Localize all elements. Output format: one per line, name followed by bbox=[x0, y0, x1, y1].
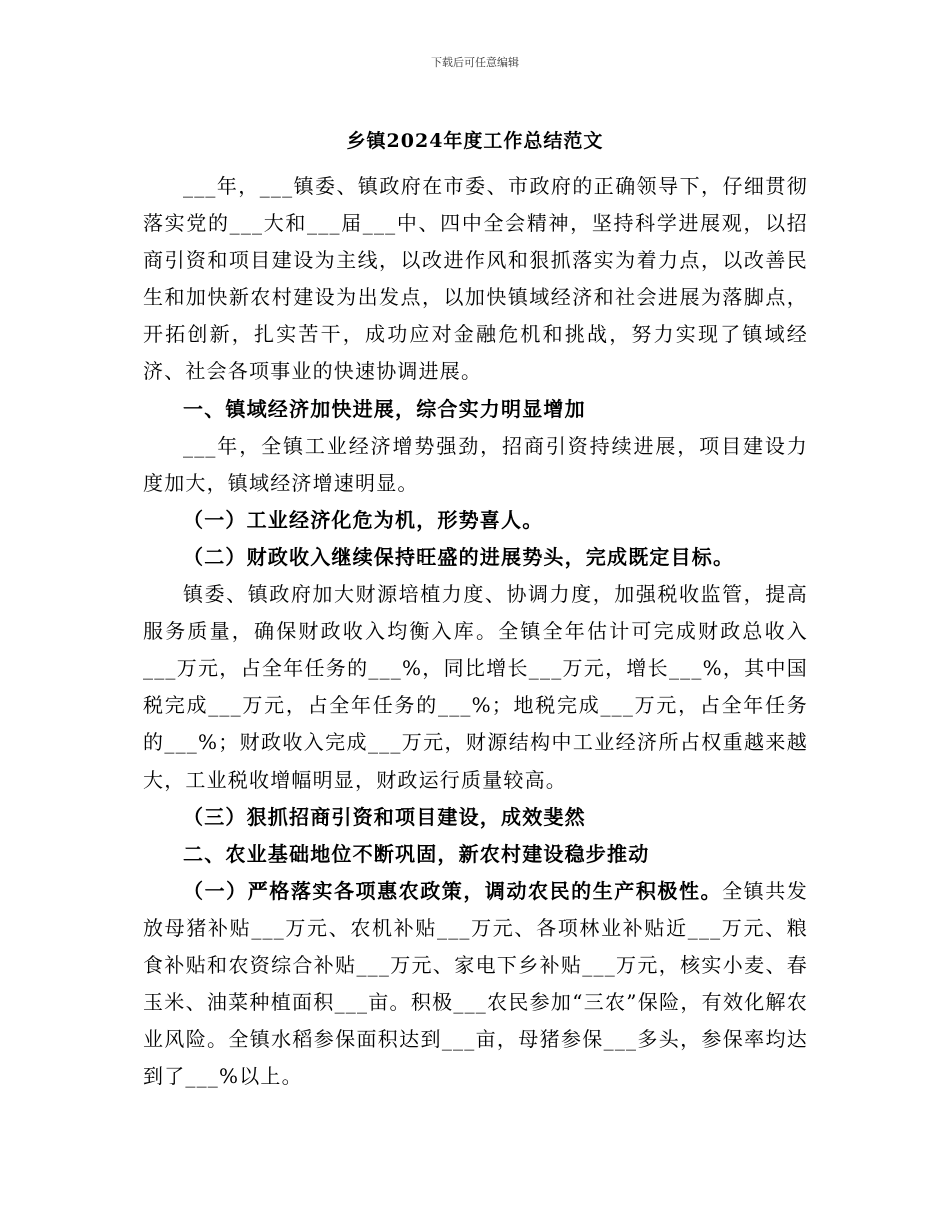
section-heading-2: 二、农业基础地位不断巩固，新农村建设稳步推动 bbox=[183, 841, 650, 866]
subsection-heading-1-3: （三）狠抓招商引资和项目建设，成效斐然 bbox=[183, 804, 586, 829]
document-title: 乡镇2024年度工作总结范文 bbox=[346, 130, 604, 152]
body-paragraph bbox=[143, 873, 808, 1096]
subsection-heading-1-1: （一）工业经济化危为机，形势喜人。 bbox=[183, 507, 544, 532]
body-paragraph: ___年，全镇工业经济增势强劲，招商引资持续进展，项目建设力度加大，镇域经济增速明显。 bbox=[143, 433, 808, 495]
body-text: 全镇共发放母猪补贴___万元、农机补贴___万元、各项林业补贴近___万元、粮食补贴和农资综合补贴___万元、家电下乡补贴___万元，核实小麦、春玉米、油菜种植面积___亩。积极___农民参加“三农”保险，有效化解农业风险。全镇水稻参保面积达到___亩，母猪参保___多头，参保率均达到了___%以上。 bbox=[143, 878, 809, 1089]
subsection-heading-2-1: （一）严格落实各项惠农政策，调动农民的生产积极性。 bbox=[183, 878, 723, 903]
page-header: 下载后可任意编辑 bbox=[431, 56, 519, 69]
body-paragraph: 镇委、镇政府加大财源培植力度、协调力度，加强税收监管，提高服务质量，确保财政收入均衡入库。全镇全年估计可完成财政总收入___万元，占全年任务的___%，同比增长___万元，增长___%，其中国税完成___万元，占全年任务的___%；地税完成___万元，占全年任务的___%；财政收入完成___万元，财源结构中工业经济所占权重越来越大，工业税收增幅明显，财政运行质量较高。 bbox=[143, 582, 808, 792]
document-body bbox=[143, 168, 808, 1095]
intro-paragraph: ___年，___镇委、镇政府在市委、市政府的正确领导下，仔细贯彻落实党的___大和___届___中、四中全会精神，坚持科学进展观，以招商引资和项目建设为主线，以改进作风和狠抓落实为着力点，以改善民生和加快新农村建设为出发点，以加快镇域经济和社会进展为落脚点，开拓创新，扎实苦干，成功应对金融危机和挑战，努力实现了镇域经济、社会各项事业的快速协调进展。 bbox=[143, 174, 808, 384]
subsection-heading-1-2: （二）财政收入继续保持旺盛的进展势头，完成既定目标。 bbox=[183, 544, 735, 569]
section-heading-1: 一、镇域经济加快进展，综合实力明显增加 bbox=[183, 396, 586, 421]
